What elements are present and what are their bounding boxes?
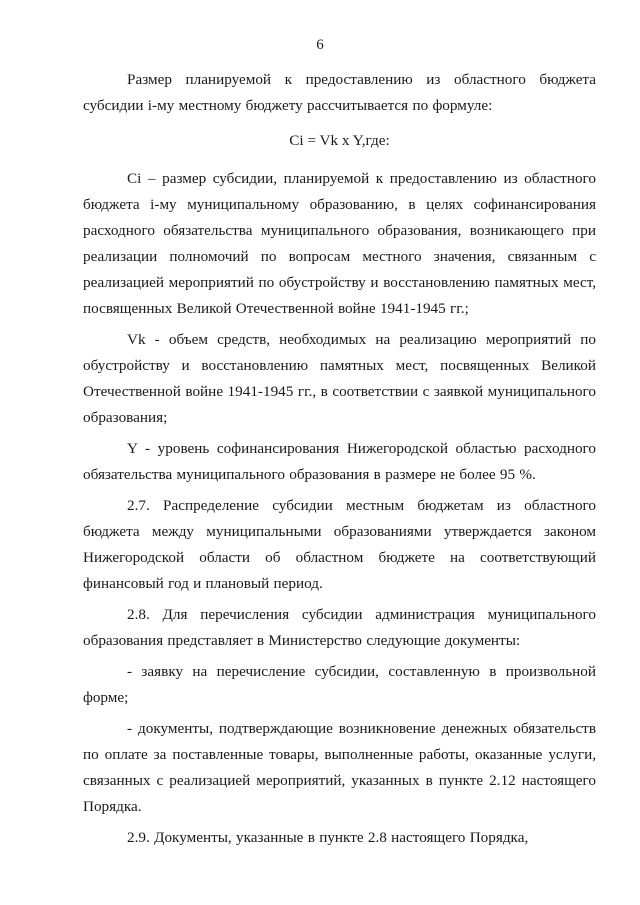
definition-y: Y - уровень софинансирования Нижегородской областью расходного обязательства муниципального образования в размере не более 95 %. xyxy=(83,440,596,483)
formula-intro: Размер планируемой к предоставлению из областного бюджета субсидии i-му местному бюджету рассчитывается по формуле: xyxy=(83,71,596,114)
clause-2-7: 2.7. Распределение субсидии местным бюджетам из областного бюджета между муниципальными образованиями утверждается законом Нижегородской области об областном бюджете на соответствующий финансовый год и плановый период. xyxy=(83,497,596,592)
definition-vk: Vk - объем средств, необходимых на реализацию мероприятий по обустройству и восстановлению памятных мест, посвященных Великой Отечественной войне 1941-1945 гг., в соответствии с заявкой муниципального образования; xyxy=(83,331,596,426)
clause-2-8-item-application: - заявку на перечисление субсидии, составленную в произвольной форме; xyxy=(83,663,596,706)
clause-2-9: 2.9. Документы, указанные в пункте 2.8 настоящего Порядка, xyxy=(127,829,529,846)
document-body xyxy=(83,67,596,851)
definition-ci: Ci – размер субсидии, планируемой к предоставлению из областного бюджета i-му муниципальному образованию, в целях софинансирования расходного обязательства муниципального образования, возникающего при реализации полномочий по вопросам местного значения, связанным с реализацией мероприятий по обустройству и восстановлению памятных мест, посвященных Великой Отечественной войне 1941-1945 гг.; xyxy=(83,170,596,317)
clause-2-8-intro: 2.8. Для перечисления субсидии администрация муниципального образования представляет в Министерство следующие документы: xyxy=(83,606,596,649)
page-number: 6 xyxy=(316,37,324,53)
formula: Ci = Vk x Y,где: xyxy=(289,132,390,149)
clause-2-8-item-documents: - документы, подтверждающие возникновение денежных обязательств по оплате за поставленные товары, выполненные работы, оказанные услуги, связанных с реализацией мероприятий, указанных в пункте 2.12 настоящего Порядка. xyxy=(83,720,596,815)
